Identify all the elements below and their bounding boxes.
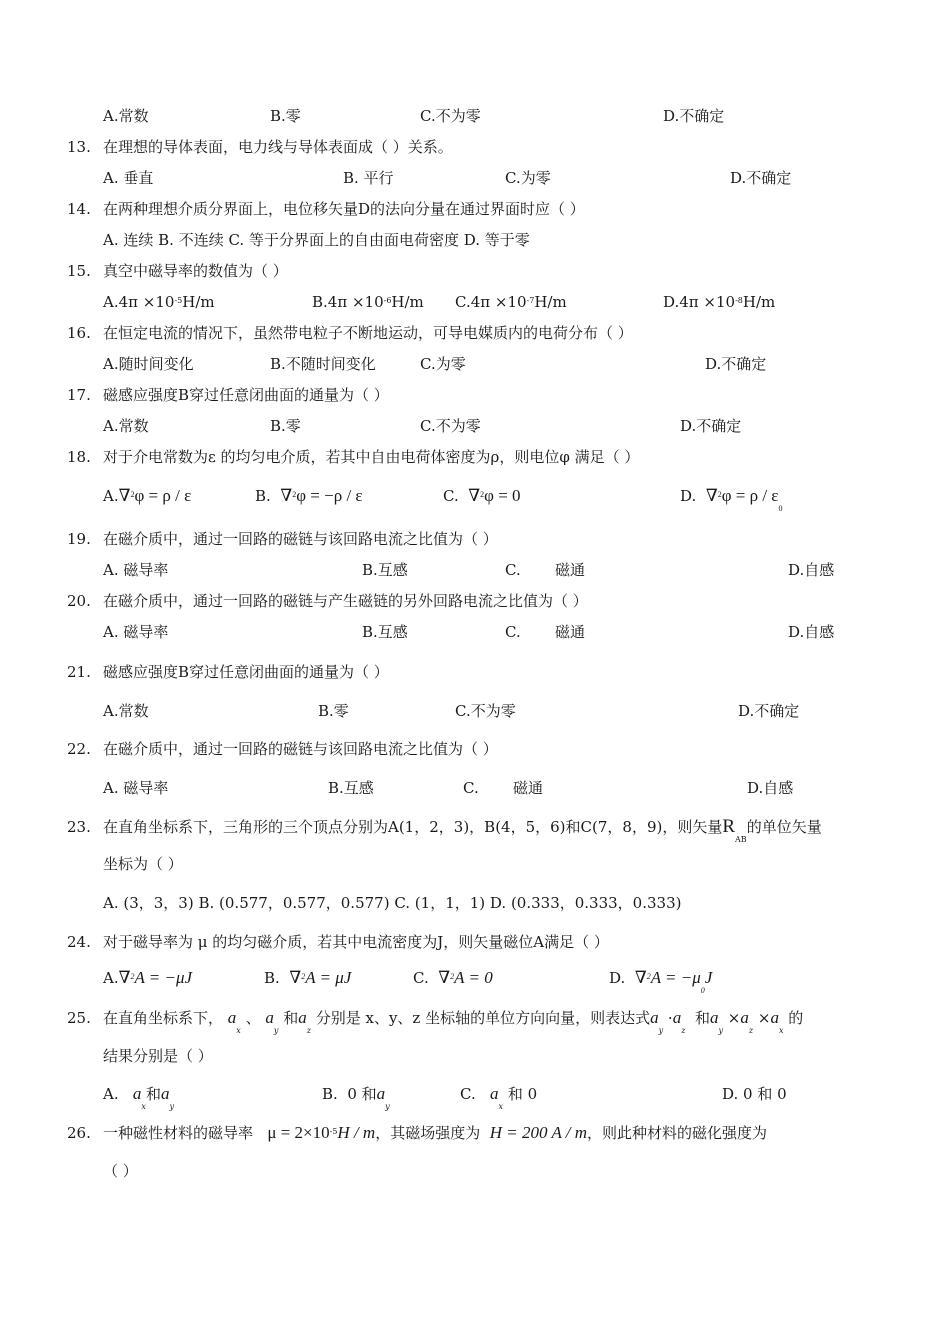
option-a: A.∇$^2$A = −μJ: [103, 968, 193, 987]
question-text: 磁感应强度B穿过任意闭曲面的通量为（ ）: [103, 663, 389, 681]
option-a: A. $a_x$和$a_y$: [103, 1084, 174, 1111]
option-a: A.随时间变化: [103, 355, 194, 373]
option-a: A. 磁导率: [103, 623, 169, 641]
question-number: 24.: [67, 933, 91, 951]
option-d: D.自感: [788, 561, 835, 579]
question-text: 在直角坐标系下， $a_x$ 、 $a_y$ 和$a_z$ 分别是 x、y、z 坐标轴的单位方向向量，则表达式$a_y \cdot a_z$ 和$a_y \times a_z \times a_x$ 的: [103, 1008, 804, 1035]
question-text: 在两种理想介质分界面上，电位移矢量D的法向分量在通过界面时应（ ）: [103, 200, 585, 218]
question-number: 14.: [67, 200, 91, 218]
question-text: 对于磁导率为 μ 的均匀磁介质，若其中电流密度为J，则矢量磁位A满足（ ）: [103, 933, 609, 951]
option-c: C.不为零: [455, 702, 516, 720]
option-c: C.: [505, 623, 521, 641]
option-a: $A.4\pi \times 10^{-5}H/m$: [103, 293, 215, 311]
question-number: 23.: [67, 818, 91, 836]
option-d: D.自感: [788, 623, 835, 641]
option-d: D.不确定: [663, 107, 725, 125]
question-text: 磁感应强度B穿过任意闭曲面的通量为（ ）: [103, 386, 389, 404]
option-b: B.零: [318, 702, 349, 720]
question-number: 16.: [67, 324, 91, 342]
options-line: A. (3，3，3) B. (0.577，0.577，0.577) C. (1，1，1) D. (0.333，0.333，0.333): [103, 894, 682, 912]
option-b: B.互感: [362, 623, 408, 641]
option-b: B.不随时间变化: [270, 355, 376, 373]
option-d: D. 0 和 0: [722, 1085, 787, 1103]
option-a: A.常数: [103, 107, 149, 125]
option-c-text: 磁通: [555, 561, 586, 579]
option-c: C.为零: [505, 169, 551, 187]
question-number: 22.: [67, 740, 91, 758]
question-text-cont: （ ）: [103, 1162, 138, 1180]
question-text-cont: 结果分别是（ ）: [103, 1047, 213, 1065]
option-b: B.零: [270, 107, 301, 125]
question-text: 在磁介质中，通过一回路的磁链与该回路电流之比值为（ ）: [103, 530, 498, 548]
option-d: D. $\nabla^2\varphi = \rho / \varepsilon_0$: [680, 486, 783, 513]
question-number: 15.: [67, 262, 91, 280]
option-c: C.不为零: [420, 107, 481, 125]
question-number: 17.: [67, 386, 91, 404]
option-d: D. $\nabla^2A = -\mu_0J$: [609, 968, 713, 995]
option-c-text: 磁通: [513, 779, 544, 797]
option-c-text: 磁通: [555, 623, 586, 641]
option-b: B. 0 和$a_y$: [322, 1084, 390, 1111]
option-d: D.不确定: [680, 417, 742, 435]
question-text: 在磁介质中，通过一回路的磁链与该回路电流之比值为（ ）: [103, 740, 498, 758]
options-line: A. 连续 B. 不连续 C. 等于分界面上的自由面电荷密度 D. 等于零: [103, 231, 530, 249]
question-number: 19.: [67, 530, 91, 548]
question-text-cont: 坐标为（ ）: [103, 855, 183, 873]
option-b: B. ∇$^2$φ = −ρ / ε: [255, 486, 363, 505]
question-text: 在磁介质中，通过一回路的磁链与产生磁链的另外回路电流之比值为（ ）: [103, 592, 588, 610]
question-text: 在理想的导体表面，电力线与导体表面成（ ）关系。: [103, 138, 453, 156]
option-b: B.互感: [362, 561, 408, 579]
option-b: B.互感: [328, 779, 374, 797]
question-text: 真空中磁导率的数值为（ ）: [103, 262, 288, 280]
option-b: B.零: [270, 417, 301, 435]
question-text: 在恒定电流的情况下，虽然带电粒子不断地运动，可导电媒质内的电荷分布（ ）: [103, 324, 633, 342]
option-a: A. 磁导率: [103, 779, 169, 797]
option-b: B. ∇$^2$A = μJ: [264, 968, 352, 987]
option-a: A.∇$^2$φ = ρ / ε: [103, 486, 192, 505]
question-number: 26.: [67, 1124, 91, 1142]
question-number: 21.: [67, 663, 91, 681]
question-number: 13.: [67, 138, 91, 156]
question-number: 18.: [67, 448, 91, 466]
option-b: B. 平行: [343, 169, 394, 187]
option-d: $D.4\pi \times 10^{-8}H/m$: [663, 293, 776, 311]
option-c: C.: [463, 779, 479, 797]
option-c: C. $a_x$ 和 0: [460, 1084, 538, 1111]
question-number: 25.: [67, 1009, 91, 1027]
option-b: $B.4\pi \times 10^{-6}H/m$: [312, 293, 424, 311]
question-text: 对于介电常数为ε 的均匀电介质，若其中自由电荷体密度为ρ，则电位φ 满足（ ）: [103, 448, 640, 466]
option-c: C. ∇$^2$φ = 0: [443, 486, 521, 505]
option-c: C. ∇$^2$A = 0: [413, 968, 493, 987]
question-number: 20.: [67, 592, 91, 610]
option-d: D.不确定: [738, 702, 800, 720]
option-a: A.常数: [103, 702, 149, 720]
option-d: D.不确定: [730, 169, 792, 187]
option-d: D.自感: [747, 779, 794, 797]
option-c: C.为零: [420, 355, 466, 373]
option-a: A. 磁导率: [103, 561, 169, 579]
option-c: $C.4\pi \times 10^{-7}H/m$: [455, 293, 567, 311]
question-text: 在直角坐标系下，三角形的三个顶点分别为A(1，2，3)，B(4，5，6)和C(7，8，9)，则矢量$R_{AB}$的单位矢量: [103, 816, 822, 844]
question-text: 一种磁性材料的磁导率 $\mu = 2\times 10^{-5}H / m$，其磁场强度为 H = 200 A / m，则此种材料的磁化强度为: [103, 1123, 768, 1142]
option-c: C.不为零: [420, 417, 481, 435]
option-a: A.常数: [103, 417, 149, 435]
option-d: D.不确定: [705, 355, 767, 373]
option-a: A. 垂直: [103, 169, 154, 187]
option-c: C.: [505, 561, 521, 579]
